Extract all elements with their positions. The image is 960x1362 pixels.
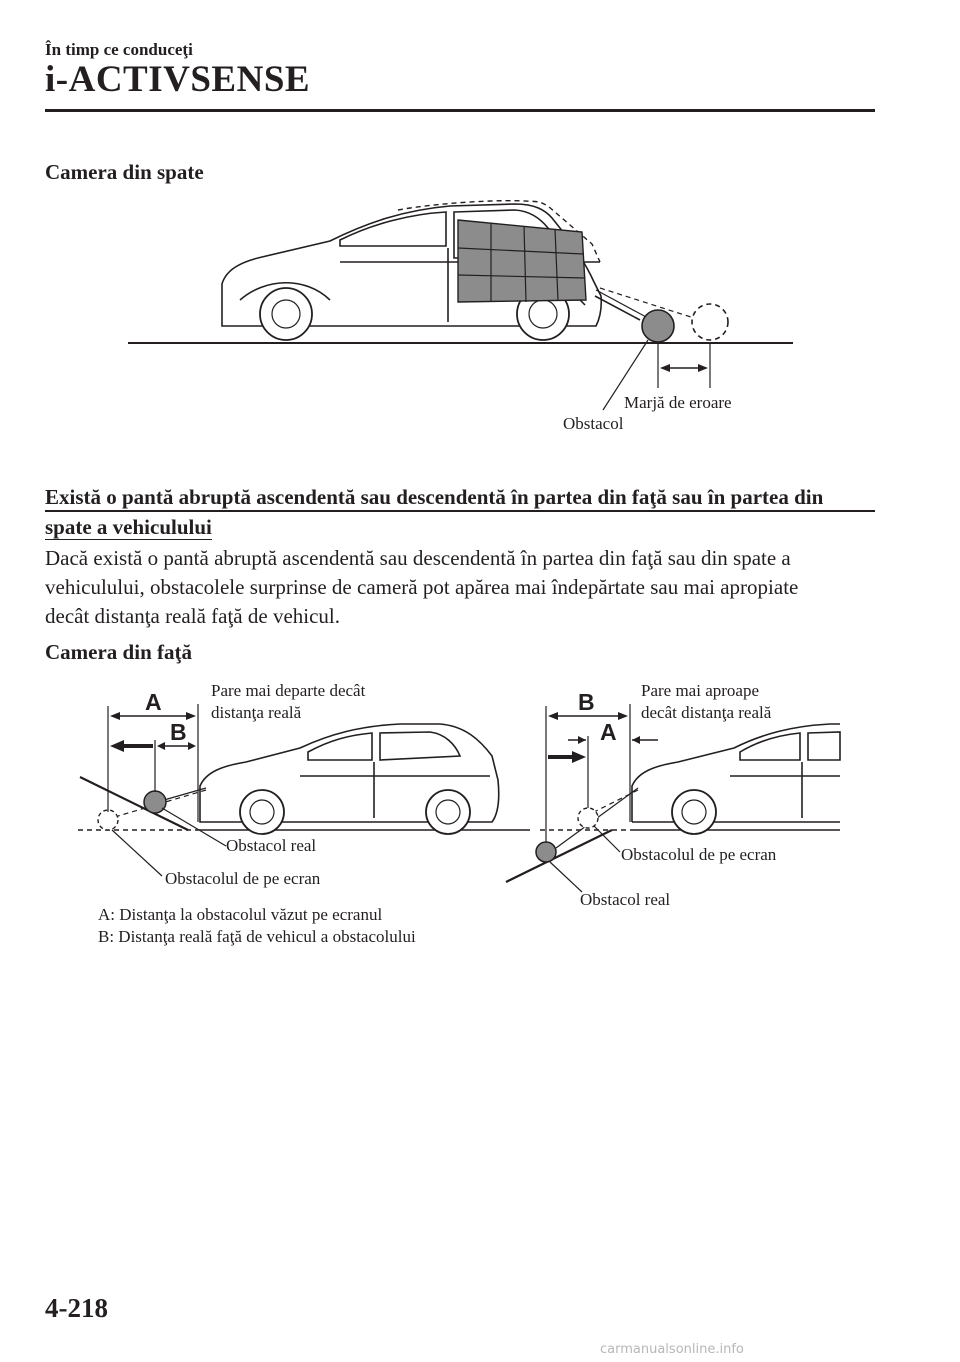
rear-camera-title: Camera din spate bbox=[45, 160, 204, 184]
label-right-screen-obstacle: Obstacolul de pe ecran bbox=[621, 845, 777, 864]
page-number: 4-218 bbox=[45, 1293, 108, 1323]
left-slope-line bbox=[80, 777, 188, 830]
left-real-obstacle bbox=[144, 791, 166, 813]
slope-heading-line2: spate a vehiculului bbox=[45, 515, 212, 539]
front-camera-title: Camera din faţă bbox=[45, 640, 192, 664]
right-car-illustration bbox=[632, 724, 840, 822]
label-right-real-obstacle: Obstacol real bbox=[580, 890, 671, 909]
section-title: i-ACTIVSENSE bbox=[45, 59, 311, 100]
legend-b: B: Distanţa reală faţă de vehicul a obstacolului bbox=[98, 927, 416, 946]
right-screen-obstacle bbox=[578, 808, 598, 828]
label-appears-closer: Pare mai aproape decât distanţa reală bbox=[641, 681, 772, 722]
slope-heading-line1: Există o pantă abruptă ascendentă sau descendentă în partea din faţă sau în partea din bbox=[45, 485, 824, 509]
legend-a: A: Distanţa la obstacolul văzut pe ecranul bbox=[98, 905, 383, 924]
right-slope-line bbox=[506, 830, 612, 882]
left-letter-a: A bbox=[145, 689, 162, 715]
right-real-obstacle bbox=[536, 842, 556, 862]
label-left-screen-obstacle: Obstacolul de pe ecran bbox=[165, 869, 321, 888]
chapter-title: În timp ce conduceţi bbox=[45, 40, 193, 59]
label-margin-of-error: Marjă de eroare bbox=[624, 393, 732, 412]
figure-legend bbox=[98, 904, 416, 948]
slope-paragraph: Dacă există o pantă abruptă ascendentă sau descendentă în partea din faţă sau din spate a vehiculului, obstacolele surprinse de cameră pot apărea mai îndepărtate sau mai apropiate decât distanţa reală faţă de vehicul. bbox=[45, 546, 799, 628]
label-appears-farther: Pare mai departe decât distanţa reală bbox=[211, 681, 366, 722]
right-letter-a: A bbox=[600, 719, 617, 745]
label-obstacle: Obstacol bbox=[563, 414, 624, 433]
left-screen-obstacle bbox=[98, 810, 118, 830]
right-letter-b: B bbox=[578, 689, 595, 715]
left-letter-b: B bbox=[170, 719, 187, 745]
label-left-real-obstacle: Obstacol real bbox=[226, 836, 317, 855]
watermark: carmanualsonline.info bbox=[600, 1342, 744, 1357]
